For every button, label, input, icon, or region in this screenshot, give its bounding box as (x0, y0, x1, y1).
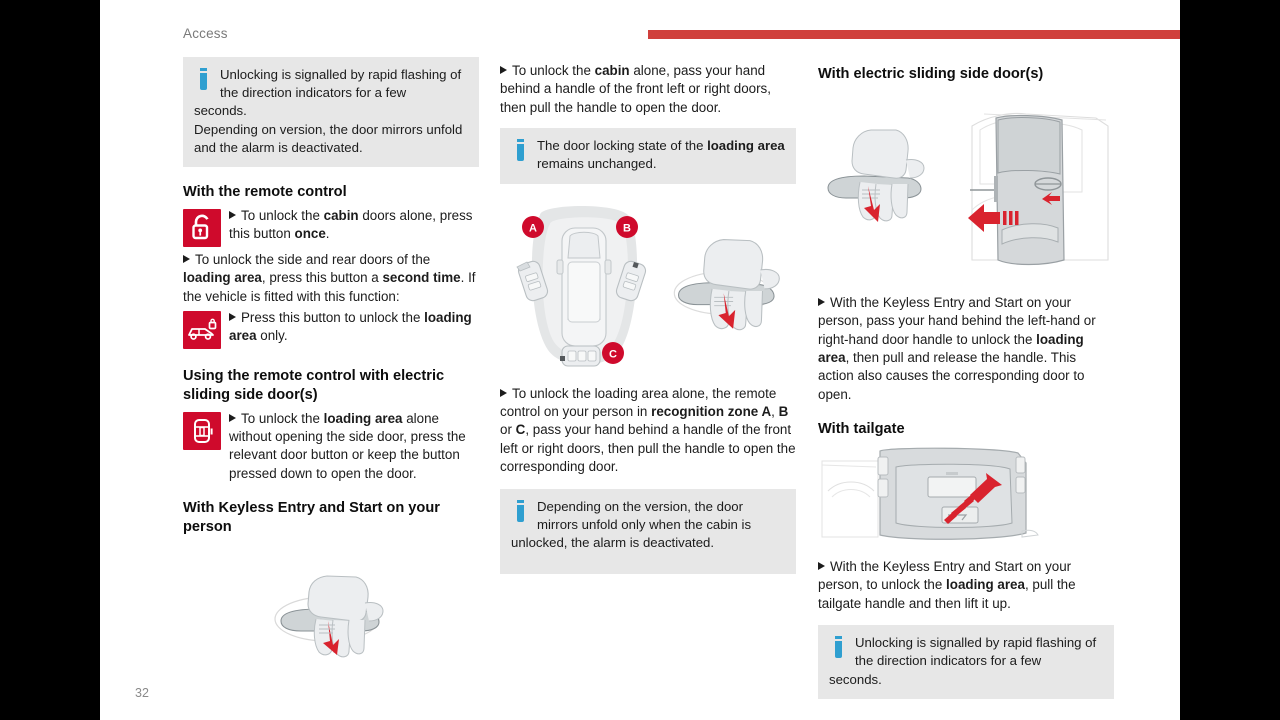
info-box-mirrors-unfold (500, 489, 796, 575)
c2i1a: The door locking state of the (537, 138, 708, 154)
header-accent-rule (648, 30, 1180, 39)
open-padlock-icon (183, 209, 221, 247)
para-unlock-cabin (229, 207, 479, 244)
info-box-unlocking-signal-tailgate (818, 625, 1114, 699)
zone-label-a: A (529, 222, 537, 235)
t3b: loading area (229, 310, 472, 344)
para-press-button-loading (229, 309, 479, 346)
t2d: second time (382, 270, 461, 286)
t2a: To unlock the side and rear doors of the (195, 251, 431, 267)
heading-electric-sliding-side-doors: With electric sliding side door(s) (818, 66, 1044, 82)
t3c: only. (256, 328, 288, 344)
c2i1c: remains unchanged. (537, 156, 657, 172)
page-header-title: Access (183, 26, 228, 41)
column-two (500, 57, 796, 574)
electric-sliding-side-door-illustration (818, 98, 1114, 288)
c2t1b: cabin (594, 63, 630, 78)
c2i2l3: unlocked, the alarm is deactivated. (511, 535, 715, 551)
t1a: To unlock the (241, 207, 324, 223)
heading-remote-with-sliding-doors: Using the remote control with electric sliding side door(s) (183, 368, 445, 403)
page-number: 32 (135, 686, 149, 700)
info-icon (194, 66, 216, 96)
info-text-line-4: Depending on version, the door mirrors unfold (194, 121, 463, 137)
c2t2d: B (778, 404, 789, 420)
bullet-arrow-icon (500, 66, 507, 74)
heading-keyless-entry: With Keyless Entry and Start on your person (183, 500, 440, 536)
recognition-zones-diagram (500, 200, 796, 375)
c3t1c: , then pull and release the handle. This action also causes the corresponding door to open. (818, 350, 1085, 402)
t2e: . If the vehicle is fitted with this function: (183, 270, 476, 304)
bullet-arrow-icon (183, 255, 190, 263)
column-three (818, 57, 1114, 699)
info-text-line-1: Unlocking is signalled by rapid flashing of (220, 67, 462, 82)
para-sliding-loading-area (229, 410, 479, 484)
t4a: To unlock the (241, 410, 324, 426)
para-keyless-sliding-door (818, 294, 1114, 404)
c3t2c: , pull the tailgate handle and then lift it up. (818, 577, 1076, 611)
c2i2l2: mirrors unfold only when the cabin is (537, 516, 752, 532)
heading-with-remote-control: With the remote control (183, 184, 347, 201)
info-icon (511, 137, 533, 167)
hand-behind-door-handle-illustration (183, 559, 479, 669)
c2t2a: To unlock the loading area alone, the remote control on your person in (500, 385, 777, 420)
c3t1b: loading area (818, 331, 1084, 366)
t2c: , press this button a (261, 270, 383, 286)
c2t2c: , (771, 404, 779, 420)
c2i2l1: Depending on the version, the door (537, 498, 744, 514)
t1d: once (294, 226, 326, 242)
c2t1a: To unlock the (512, 63, 595, 78)
t1c: doors alone, press this button (229, 207, 473, 242)
remote-unlock-cabin-block (183, 207, 479, 249)
info-icon (829, 634, 851, 664)
bullet-arrow-icon (229, 414, 236, 422)
t2b: loading area (183, 270, 262, 286)
info-box-door-locking-state (500, 128, 796, 183)
c3t2a: With the Keyless Entry and Start on your person, to unlock the (818, 559, 1072, 593)
t1e: . (325, 226, 330, 242)
bullet-arrow-icon (229, 313, 236, 321)
bullet-arrow-icon (818, 562, 825, 570)
para-side-rear-doors (183, 251, 479, 306)
column-one (183, 57, 479, 669)
info-text-line-2: the direction indicators for a few (220, 85, 407, 101)
tailgate-illustration (818, 445, 1114, 550)
t1b: cabin (323, 207, 359, 223)
c3i1l3: seconds. (829, 671, 882, 687)
para-unlock-loading-area-zones (500, 385, 796, 477)
zone-label-c: C (609, 348, 617, 361)
c2t2f: C (515, 422, 526, 438)
sliding-door-icon (183, 412, 221, 450)
info-box-unlocking-signal (183, 57, 479, 167)
c3t2b: loading area (946, 577, 1025, 593)
zone-label-b: B (623, 222, 631, 235)
heading-with-tailgate: With tailgate (818, 421, 905, 438)
c2t2b: recognition zone A (651, 404, 772, 420)
t4b: loading area (323, 410, 403, 426)
bullet-arrow-icon (500, 389, 507, 397)
manual-page (100, 0, 1180, 720)
info-text-line-3: seconds. (194, 103, 247, 119)
t4c: alone without opening the side door, press the relevant door button or keep the button pressed down to open the door. (229, 410, 466, 481)
c3t1a: With the Keyless Entry and Start on your person, pass your hand behind the left-hand or right-hand door handle to unlock the (818, 294, 1096, 347)
remote-unlock-loading-block (183, 309, 479, 351)
t3a: Press this button to unlock the (241, 310, 425, 326)
c2t2e: or (500, 422, 516, 438)
info-text-line-5: and the alarm is deactivated. (194, 139, 363, 155)
bullet-arrow-icon (229, 211, 236, 219)
c2t1c: alone, pass your hand behind a handle of the front left or right doors, then pull the handle to open the door. (500, 63, 771, 115)
sliding-door-block (183, 410, 479, 484)
bullet-arrow-icon (818, 298, 825, 306)
para-unlock-cabin-keyless (500, 62, 796, 117)
info-icon (511, 498, 533, 528)
c3i1l2: the direction indicators for a few (855, 653, 1042, 669)
van-rear-lock-icon (183, 311, 221, 349)
c3i1l1: Unlocking is signalled by rapid flashing of (855, 635, 1097, 651)
c2i1b: loading area (707, 138, 785, 154)
para-tailgate-keyless (818, 558, 1114, 613)
c2t2g: , pass your hand behind a handle of the front left or right doors, then pull the handle to open the corresponding door. (500, 422, 796, 475)
